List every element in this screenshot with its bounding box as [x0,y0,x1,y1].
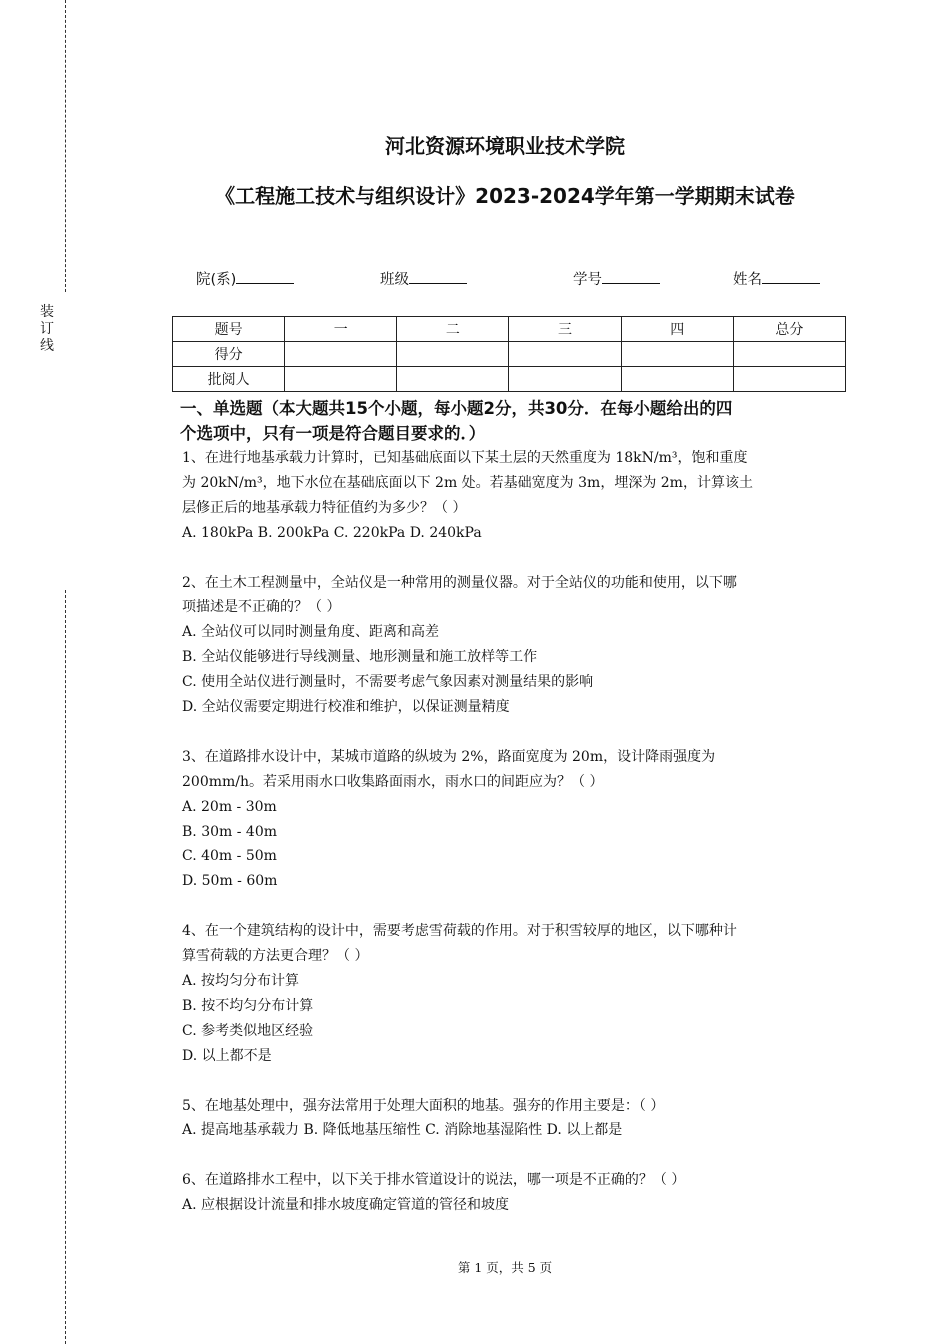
question-text: 4、在一个建筑结构的设计中，需要考虑雪荷载的作用。对于积雪较厚的地区，以下哪种计 [182,923,737,940]
student-id-field[interactable] [573,268,660,289]
reviewer-cell[interactable] [285,367,397,392]
class-blank[interactable] [409,269,467,284]
reviewer-cell[interactable] [733,367,845,392]
binding-char: 装 [40,304,54,320]
score-cell[interactable] [509,342,621,367]
option-d: D. 50m - 60m [182,873,278,890]
reviewer-row [173,367,846,392]
question-text: 5、在地基处理中，强夯法常用于处理大面积的地基。强夯的作用主要是：（ ） [182,1097,665,1114]
option-b: B. 全站仪能够进行导线测量、地形测量和施工放样等工作 [182,649,538,666]
score-cell[interactable] [397,342,509,367]
score-table-header-row [173,317,846,342]
binding-char: 订 [40,321,54,337]
table-header-cell: 题号 [173,317,285,342]
name-blank[interactable] [762,269,820,284]
question-list [182,446,842,1218]
score-table [172,316,846,392]
question-text: 2、在土木工程测量中，全站仪是一种常用的测量仪器。对于全站仪的功能和使用，以下哪 [182,574,737,591]
student-id-label: 学号 [573,272,602,288]
class-field[interactable] [380,268,467,289]
table-header-cell: 四 [621,317,733,342]
question-text: 6、在道路排水工程中，以下关于排水管道设计的说法，哪一项是不正确的？（ ） [182,1172,686,1189]
question-text: 1、在进行地基承载力计算时，已知基础底面以下某土层的天然重度为 18kN/m³，饱和重度 [182,450,748,466]
school-title: 河北资源环境职业技术学院 [385,134,625,158]
question-2 [182,571,842,745]
question-text: 200mm/h。若采用雨水口收集路面雨水，雨水口的间距应为？（ ） [182,773,604,790]
option-b: B. 30m - 40m [182,823,277,840]
class-label: 班级 [380,272,409,288]
option-a: A. 20m - 30m [182,798,277,815]
table-header-cell: 总分 [733,317,845,342]
name-field[interactable] [733,268,820,289]
question-5 [182,1094,842,1169]
question-text: 为 20kN/m³，地下水位在基础底面以下 2m 处。若基础宽度为 3m，埋深为 2m，计算该土 [182,474,753,491]
table-header-cell: 三 [509,317,621,342]
department-label: 院(系) [196,272,237,288]
option-c: C. 40m - 50m [182,848,277,865]
option-d: D. 以上都不是 [182,1047,272,1064]
reviewer-cell[interactable] [509,367,621,392]
option-d: D. 全站仪需要定期进行校准和维护，以保证测量精度 [182,699,510,716]
binding-char: 线 [40,338,54,354]
section-heading-line: 个选项中，只有一项是符合题目要求的．） [180,424,486,443]
score-row [173,342,846,367]
option-a: A. 应根据设计流量和排水坡度确定管道的管径和坡度 [182,1197,510,1214]
binding-label [36,304,58,355]
score-cell[interactable] [733,342,845,367]
department-blank[interactable] [236,269,294,284]
section-heading [180,396,840,446]
question-text: 项描述是不正确的？（ ） [182,599,341,616]
section-heading-line: 一、单选题（本大题共15个小题，每小题2分，共30分．在每小题给出的四 [180,399,733,418]
table-row-label: 批阅人 [173,367,285,392]
score-cell[interactable] [285,342,397,367]
department-field[interactable] [196,268,294,289]
option-line: A. 提高地基承载力 B. 降低地基压缩性 C. 消除地基湿陷性 D. 以上都是 [182,1122,623,1139]
question-text: 层修正后的地基承载力特征值约为多少？（ ） [182,499,467,516]
option-b: B. 按不均匀分布计算 [182,997,314,1014]
table-header-cell: 一 [285,317,397,342]
question-6 [182,1168,842,1218]
option-a: A. 全站仪可以同时测量角度、距离和高差 [182,624,440,641]
score-cell[interactable] [621,342,733,367]
student-id-blank[interactable] [602,269,660,284]
table-row-label: 得分 [173,342,285,367]
question-text: 算雪荷载的方法更合理？（ ） [182,948,369,965]
option-c: C. 使用全站仪进行测量时，不需要考虑气象因素对测量结果的影响 [182,674,594,691]
table-header-cell: 二 [397,317,509,342]
option-c: C. 参考类似地区经验 [182,1022,314,1039]
question-4 [182,919,842,1093]
name-label: 姓名 [733,272,762,288]
binding-line-bottom [65,590,66,1344]
option-line: A. 180kPa B. 200kPa C. 220kPa D. 240kPa [182,524,482,541]
question-text: 3、在道路排水设计中，某城市道路的纵坡为 2%，路面宽度为 20m，设计降雨强度为 [182,748,716,765]
exam-title: 《工程施工技术与组织设计》2023-2024学年第一学期期末试卷 [215,184,795,208]
question-3 [182,745,842,919]
reviewer-cell[interactable] [397,367,509,392]
page-number: 第 1 页，共 5 页 [457,1260,553,1275]
reviewer-cell[interactable] [621,367,733,392]
option-a: A. 按均匀分布计算 [182,972,300,989]
question-1 [182,446,842,571]
